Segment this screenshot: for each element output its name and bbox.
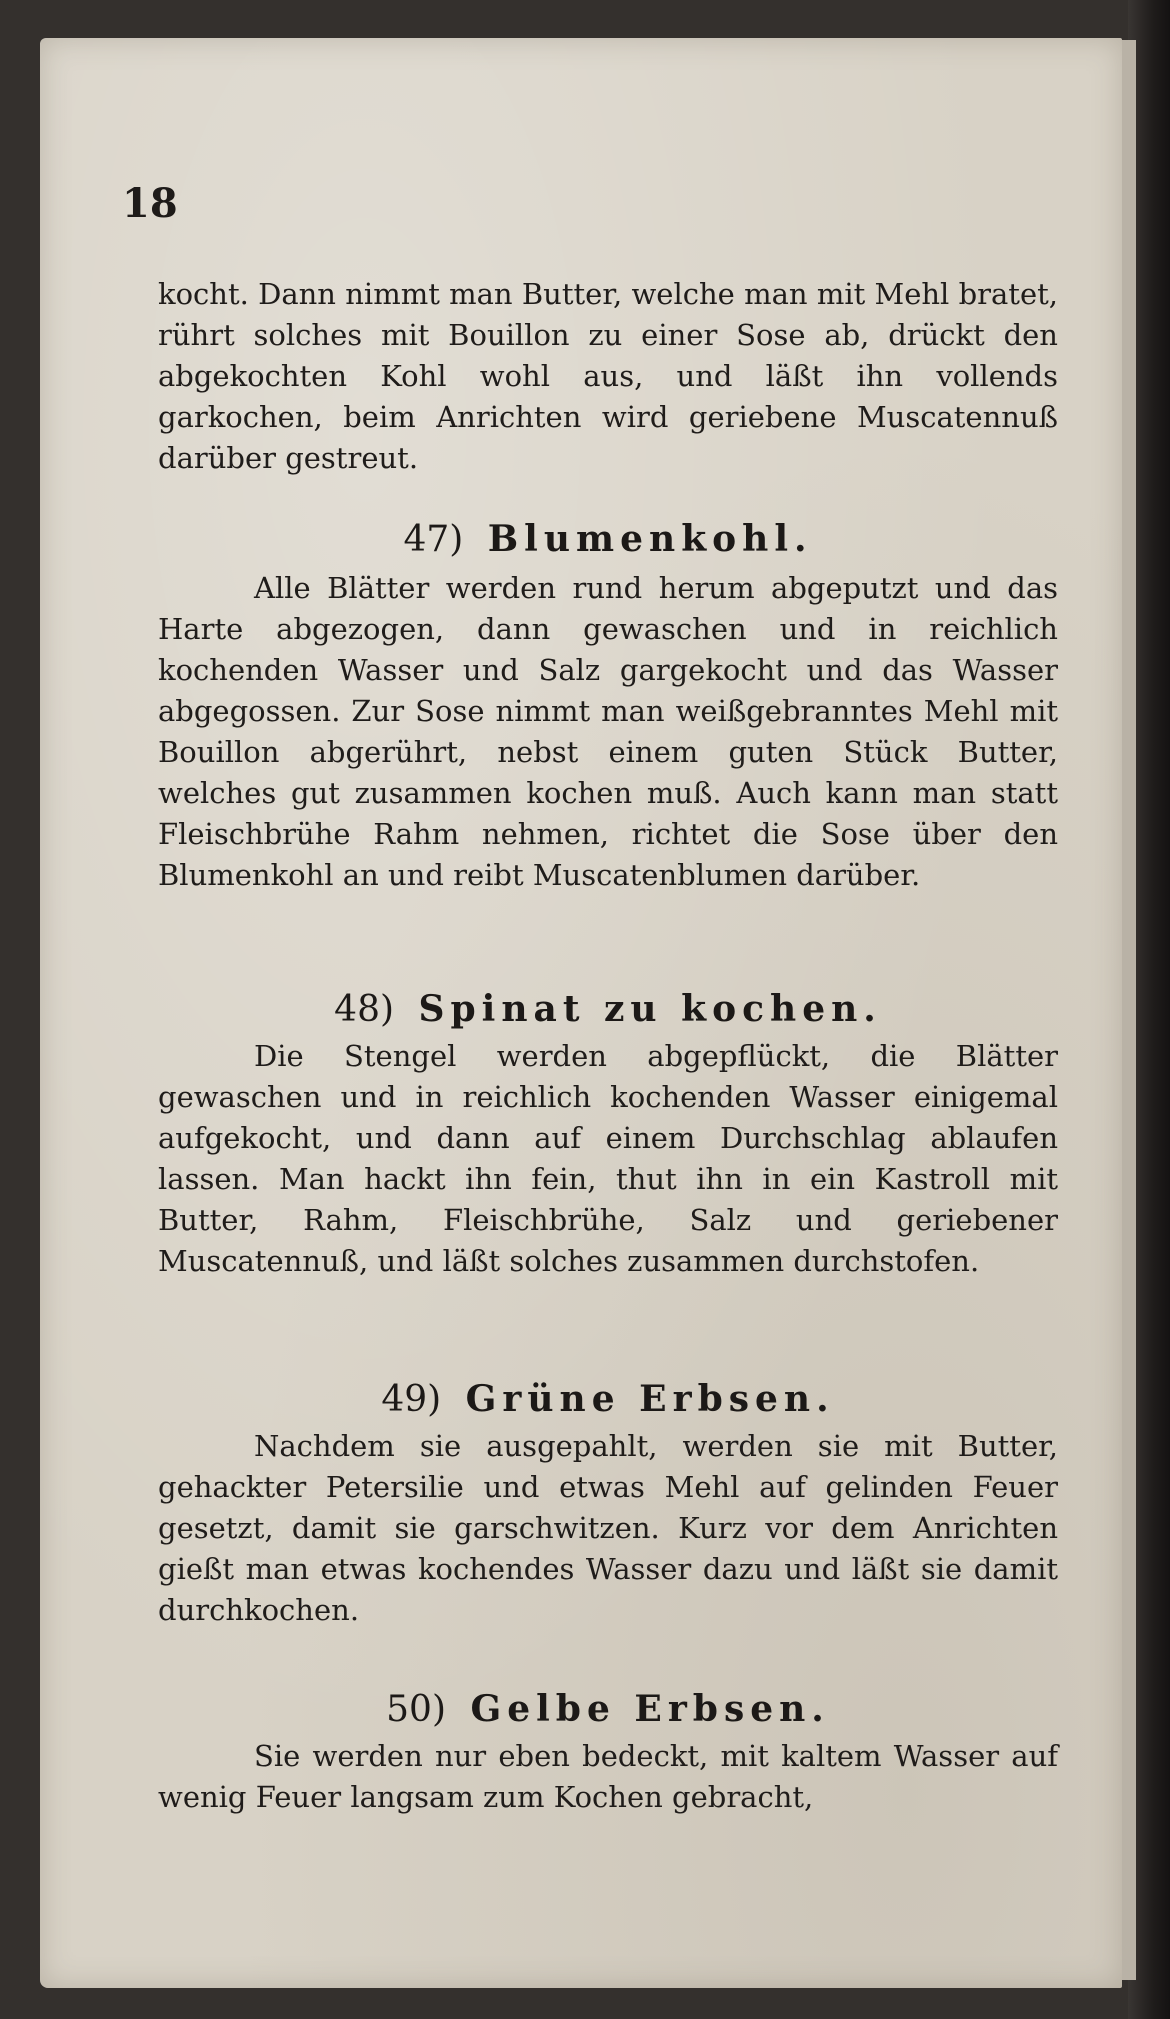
recipe-title: Blumenkohl. — [487, 518, 813, 560]
intro-paragraph — [158, 274, 1058, 479]
recipe-number: 50) — [386, 1689, 446, 1730]
recipe-heading-49 — [158, 1378, 1058, 1420]
recipe-body: Sie werden nur eben bedeckt, mit kaltem Wasser auf wenig Feuer langsam zum Kochen gebracht, — [158, 1739, 1058, 1814]
recipe-title: Grüne Erbsen. — [465, 1378, 835, 1420]
recipe-text-50 — [158, 1736, 1058, 1818]
recipe-title: Gelbe Erbsen. — [470, 1688, 830, 1730]
recipe-heading-47 — [158, 518, 1058, 560]
page-number: 18 — [122, 180, 178, 227]
recipe-number: 48) — [334, 989, 395, 1030]
recipe-heading-48 — [158, 988, 1058, 1030]
recipe-heading-50 — [158, 1688, 1058, 1730]
intro-text: kocht. Dann nimmt man Butter, welche man mit Mehl bratet, rührt solches mit Bouillon zu einer Sose ab, drückt den abgekochten Kohl wohl aus, und läßt ihn vollends garkochen, beim Anrichten wird geriebene Muscatennuß darüber gestreut. — [158, 277, 1058, 475]
recipe-body: Alle Blätter werden rund herum abgeputzt und das Harte abgezogen, dann gewaschen und in reichlich kochenden Wasser und Salz gargekocht und das Wasser abgegossen. Zur Sose nimmt man weißgebranntes Mehl mit Bouillon abgerührt, nebst einem guten Stück Butter, welches gut zusammen kochen muß. Auch kann man statt Fleischbrühe Rahm nehmen, richtet die Sose über den Blumenkohl an und reibt Muscatenblumen darüber. — [158, 571, 1058, 892]
recipe-body: Die Stengel werden abgepflückt, die Blätter gewaschen und in reichlich kochenden Wasser einigemal aufgekocht, und dann auf einem Durchschlag ablaufen lassen. Man hackt ihn fein, thut ihn in ein Kastroll mit Butter, Rahm, Fleischbrühe, Salz und geriebener Muscatennuß, und läßt solches zusammen durchstofen. — [158, 1039, 1058, 1278]
recipe-title: Spinat zu kochen. — [418, 988, 882, 1030]
recipe-number: 47) — [403, 519, 464, 560]
recipe-text-47 — [158, 568, 1058, 896]
recipe-text-48 — [158, 1036, 1058, 1282]
next-page-edge — [1120, 40, 1136, 1980]
recipe-text-49 — [158, 1426, 1058, 1631]
recipe-number: 49) — [381, 1379, 442, 1420]
recipe-body: Nachdem sie ausgepahlt, werden sie mit Butter, gehackter Petersilie und etwas Mehl auf gelinden Feuer gesetzt, damit sie garschwitzen. Kurz vor dem Anrichten gießt man etwas kochendes Wasser dazu und läßt sie damit durchkochen. — [158, 1429, 1058, 1627]
